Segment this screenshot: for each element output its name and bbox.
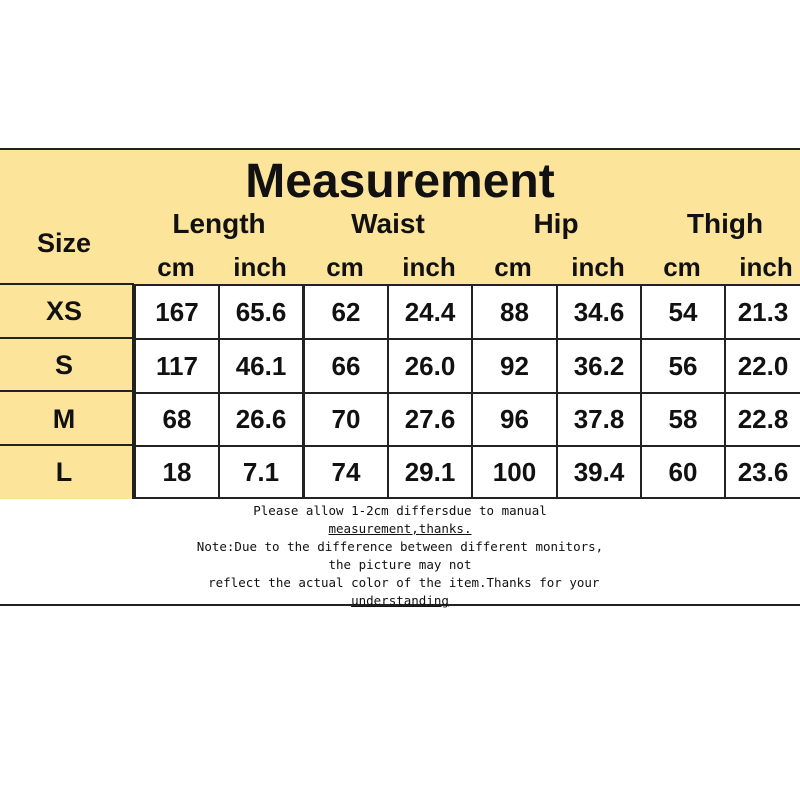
disclaimer-note xyxy=(0,502,800,610)
cell-l-waist-cm: 74 xyxy=(305,447,387,497)
cell-s-waist-inch: 26.0 xyxy=(389,340,471,392)
group-header-waist: Waist xyxy=(351,208,425,239)
row-divider xyxy=(0,337,134,339)
cell-l-length-inch: 7.1 xyxy=(220,447,302,497)
cell-m-hip-inch: 37.8 xyxy=(558,394,640,445)
unit-header-hip-cm: cm xyxy=(494,252,532,282)
cell-s-hip-cm: 92 xyxy=(473,340,556,392)
measurement-grid xyxy=(134,284,800,499)
cell-xs-hip-inch: 34.6 xyxy=(558,286,640,338)
unit-header-length-inch: inch xyxy=(233,252,287,282)
cell-m-length-cm: 68 xyxy=(136,394,218,445)
unit-header-waist-cm: cm xyxy=(326,252,364,282)
cell-xs-waist-inch: 24.4 xyxy=(389,286,471,338)
cell-l-waist-inch: 29.1 xyxy=(389,447,471,497)
cell-m-waist-cm: 70 xyxy=(305,394,387,445)
unit-header-length-cm: cm xyxy=(157,252,195,282)
row-divider xyxy=(0,444,134,446)
cell-m-thigh-cm: 58 xyxy=(642,394,724,445)
cell-xs-hip-cm: 88 xyxy=(473,286,556,338)
cell-xs-waist-cm: 62 xyxy=(305,286,387,338)
unit-header-hip-inch: inch xyxy=(571,252,625,282)
cell-xs-thigh-inch: 21.3 xyxy=(726,286,800,338)
size-l: L xyxy=(55,457,73,487)
row-divider xyxy=(0,283,134,285)
cell-xs-thigh-cm: 54 xyxy=(642,286,724,338)
unit-header-waist-inch: inch xyxy=(402,252,456,282)
note-line: measurement,thanks. xyxy=(328,521,472,536)
cell-l-thigh-inch: 23.6 xyxy=(726,447,800,497)
group-header-thigh: Thigh xyxy=(686,208,764,239)
unit-header-thigh-cm: cm xyxy=(663,252,701,282)
unit-header-thigh-inch: inch xyxy=(739,252,793,282)
cell-m-waist-inch: 27.6 xyxy=(389,394,471,445)
note-line: reflect the actual color of the item.Thanks for your xyxy=(200,575,600,590)
size-column-header: Size xyxy=(36,228,92,258)
note-line: understanding xyxy=(351,593,449,608)
cell-l-length-cm: 18 xyxy=(136,447,218,497)
size-chart xyxy=(0,148,800,606)
cell-m-length-inch: 26.6 xyxy=(220,394,302,445)
cell-s-length-inch: 46.1 xyxy=(220,340,302,392)
cell-s-waist-cm: 66 xyxy=(305,340,387,392)
cell-l-hip-inch: 39.4 xyxy=(558,447,640,497)
row-divider xyxy=(0,390,134,392)
cell-xs-length-inch: 65.6 xyxy=(220,286,302,338)
cell-s-length-cm: 117 xyxy=(136,340,218,392)
chart-header xyxy=(0,150,800,284)
cell-m-thigh-inch: 22.8 xyxy=(726,394,800,445)
note-line: Note:Due to the difference between different monitors, xyxy=(196,539,604,554)
group-header-hip: Hip xyxy=(533,208,579,239)
size-xs: XS xyxy=(45,296,83,326)
chart-title: Measurement xyxy=(245,155,555,208)
cell-xs-length-cm: 167 xyxy=(136,286,218,338)
cell-l-hip-cm: 100 xyxy=(473,447,556,497)
size-m: M xyxy=(52,404,76,434)
cell-l-thigh-cm: 60 xyxy=(642,447,724,497)
group-header-length: Length xyxy=(172,208,266,239)
cell-m-hip-cm: 96 xyxy=(473,394,556,445)
note-line: Please allow 1-2cm differsdue to manual xyxy=(253,503,547,518)
cell-s-hip-inch: 36.2 xyxy=(558,340,640,392)
cell-s-thigh-cm: 56 xyxy=(642,340,724,392)
note-line: the picture may not xyxy=(328,557,472,572)
size-s: S xyxy=(54,350,73,380)
cell-s-thigh-inch: 22.0 xyxy=(726,340,800,392)
